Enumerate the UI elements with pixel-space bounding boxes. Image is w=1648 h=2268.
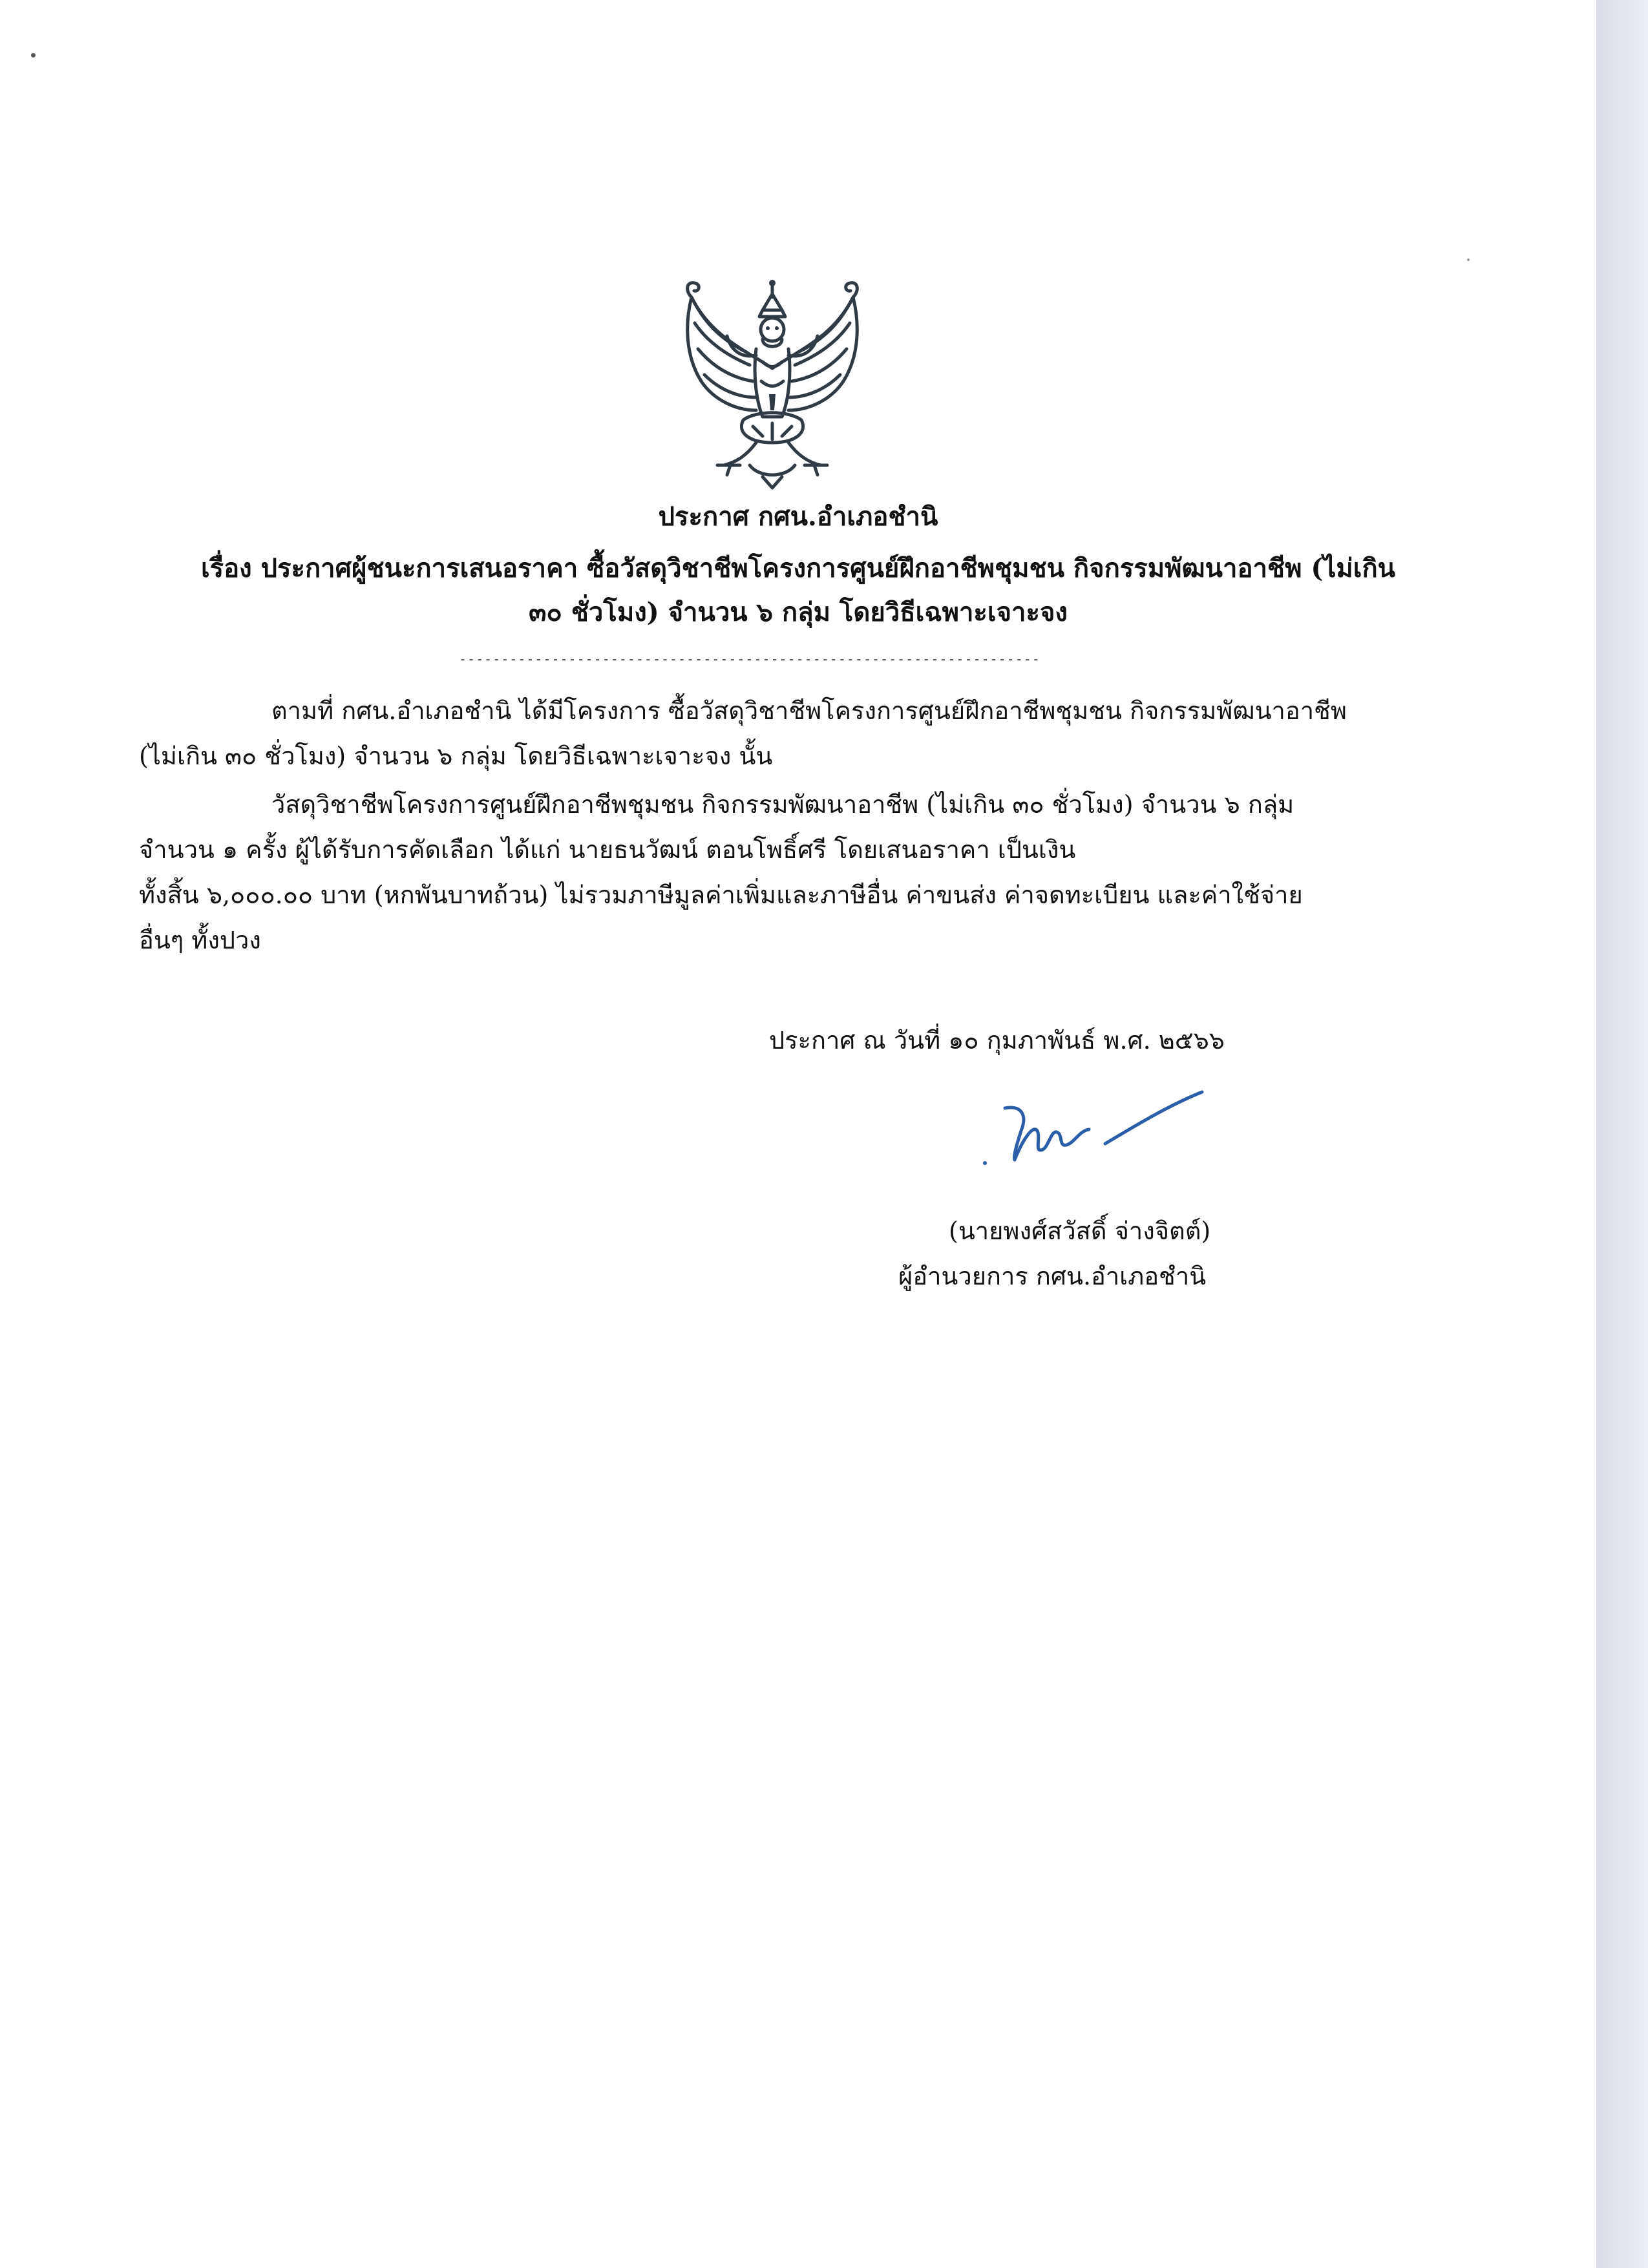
- page-edge-shadow: [1596, 0, 1648, 2268]
- paragraph-2-line: วัสดุวิชาชีพโครงการศูนย์ฝึกอาชีพชุมชน กิจกรรมพัฒนาอาชีพ (ไม่เกิน ๓๐ ชั่วโมง) จำนวน ๖ กลุ่ม: [271, 790, 1294, 819]
- document-title: ประกาศ กศน.อำเภอชำนิ: [658, 501, 938, 532]
- garuda-emblem-icon: [666, 271, 879, 491]
- paragraph-2-line: ทั้งสิ้น ๖,๐๐๐.๐๐ บาท (หกพันบาทถ้วน) ไม่รวมภาษีมูลค่าเพิ่มและภาษีอื่น ค่าขนส่ง ค่าจดทะเบียน และค่าใช้จ่าย: [139, 881, 1303, 909]
- subject-line: เรื่อง ประกาศผู้ชนะการเสนอราคา ซื้อวัสดุวิชาชีพโครงการศูนย์ฝึกอาชีพชุมชน กิจกรรมพัฒนาอาชีพ (ไม่เกิน: [200, 553, 1396, 583]
- separator-line: ---------------------------------------------------------------------: [459, 651, 1041, 667]
- signer-name: (นายพงศ์สวัสดิ์ จ่างจิตต์): [949, 1217, 1211, 1245]
- paragraph-2-line: อื่นๆ ทั้งปวง: [139, 926, 261, 954]
- scan-speck: [1467, 258, 1470, 261]
- handwritten-signature: [976, 1086, 1209, 1176]
- subject-line: ๓๐ ชั่วโมง) จำนวน ๖ กลุ่ม โดยวิธีเฉพาะเจาะจง: [529, 597, 1068, 627]
- signer-title: ผู้อำนวยการ กศน.อำเภอชำนิ: [898, 1262, 1207, 1290]
- paragraph-1-line: (ไม่เกิน ๓๐ ชั่วโมง) จำนวน ๖ กลุ่ม โดยวิธีเฉพาะเจาะจง นั้น: [139, 742, 773, 770]
- scan-speck: [31, 53, 36, 58]
- paragraph-1-line: ตามที่ กศน.อำเภอชำนิ ได้มีโครงการ ซื้อวัสดุวิชาชีพโครงการศูนย์ฝึกอาชีพชุมชน กิจกรรมพัฒนาอาชีพ: [271, 697, 1347, 725]
- paragraph-2-line: จำนวน ๑ ครั้ง ผู้ได้รับการคัดเลือก ได้แก่ นายธนวัฒน์ ตอนโพธิ์ศรี โดยเสนอราคา เป็นเงิน: [139, 835, 1076, 864]
- announcement-date: ประกาศ ณ วันที่ ๑๐ กุมภาพันธ์ พ.ศ. ๒๕๖๖: [769, 1026, 1225, 1055]
